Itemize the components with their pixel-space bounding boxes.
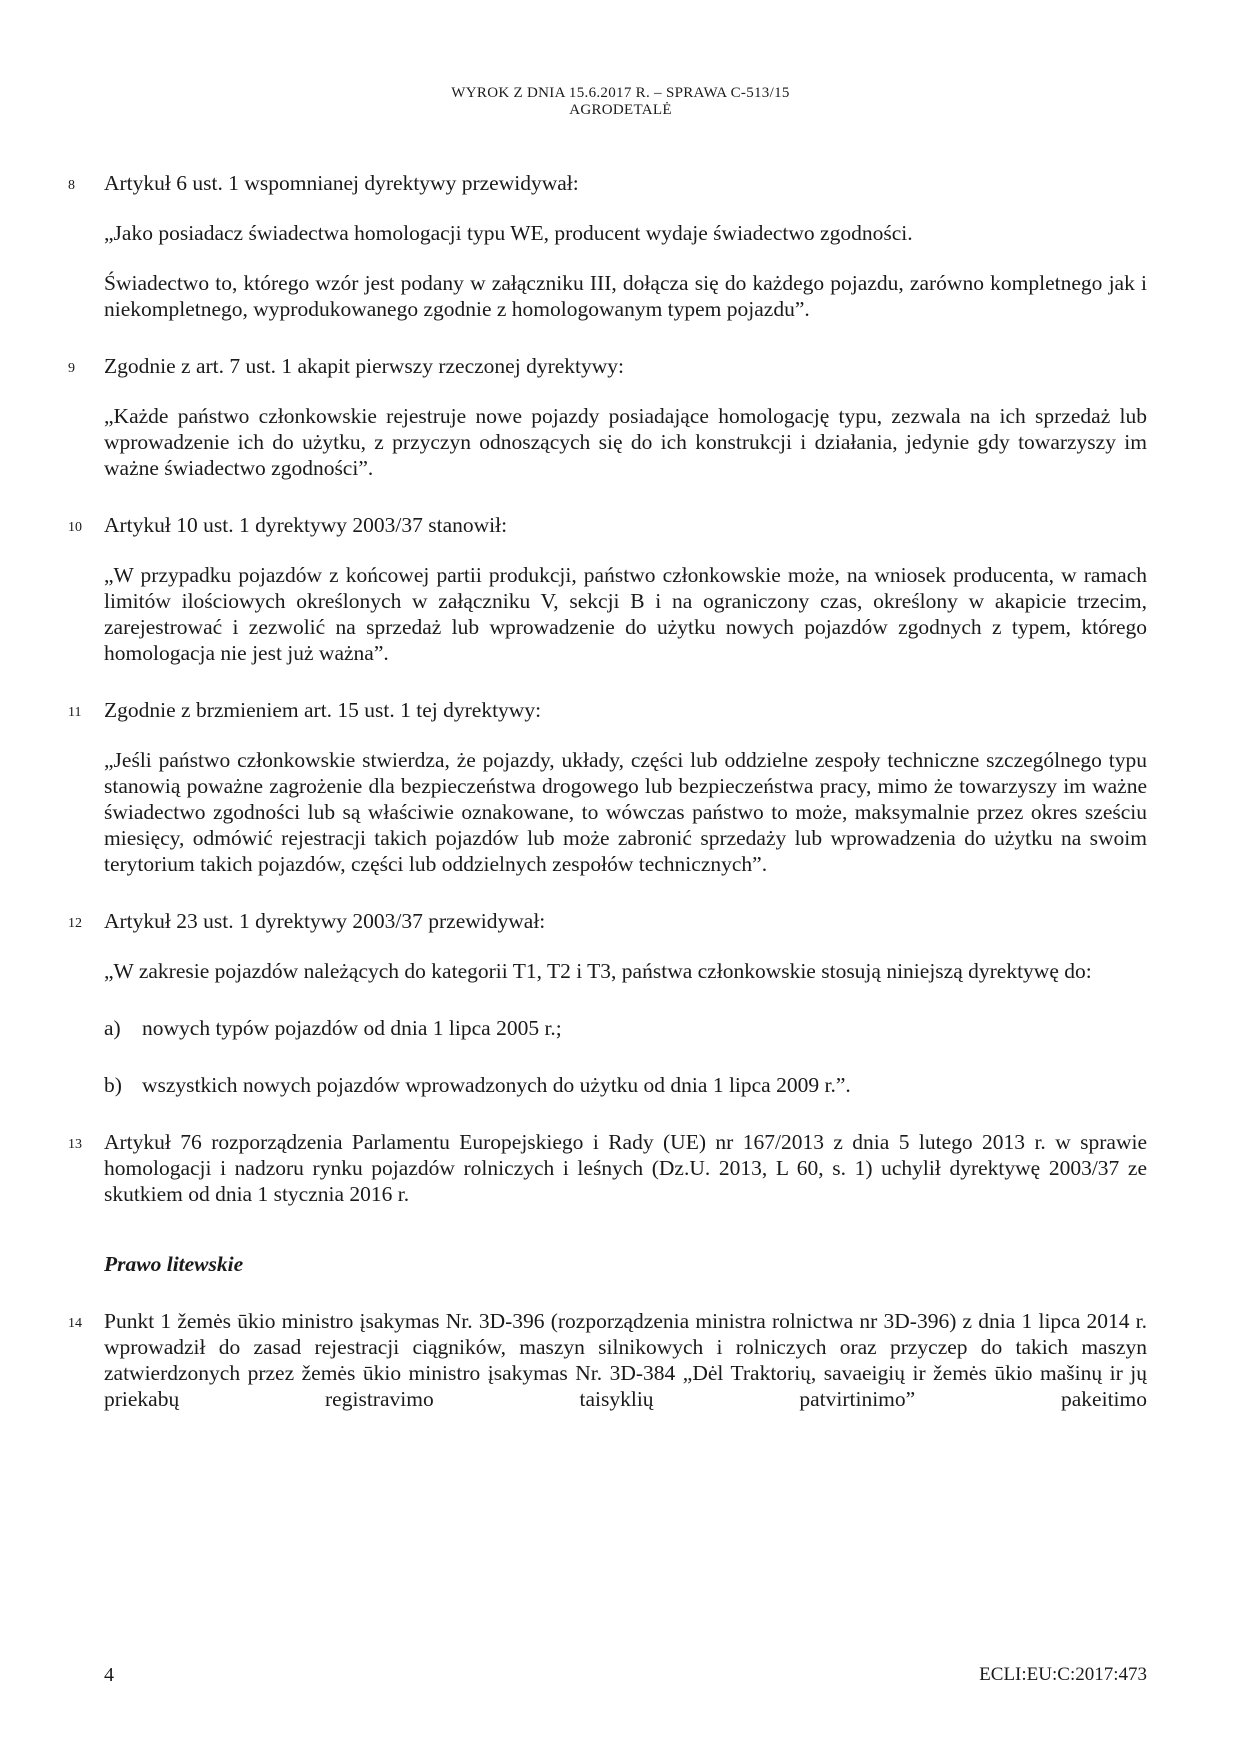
list-item-b bbox=[104, 1072, 1147, 1098]
paragraph-lead: Zgodnie z brzmieniem art. 15 ust. 1 tej dyrektywy: bbox=[104, 698, 542, 722]
list-item-text: wszystkich nowych pojazdów wprowadzonych do użytku od dnia 1 lipca 2009 r.”. bbox=[142, 1073, 851, 1097]
paragraph-12 bbox=[68, 908, 1147, 934]
list-item-label: a) bbox=[104, 1016, 121, 1040]
paragraph-number: 8 bbox=[68, 178, 75, 193]
section-heading: Prawo litewskie bbox=[104, 1252, 244, 1276]
header-case-line: WYROK Z DNIA 15.6.2017 R. – SPRAWA C-513/15 bbox=[451, 85, 790, 101]
ecli-identifier: ECLI:EU:C:2017:473 bbox=[979, 1664, 1147, 1685]
paragraph-number: 14 bbox=[68, 1316, 82, 1331]
paragraph-number: 13 bbox=[68, 1137, 82, 1152]
paragraph-lead: Artykuł 10 ust. 1 dyrektywy 2003/37 stanowił: bbox=[104, 513, 508, 537]
paragraph-number: 11 bbox=[68, 705, 82, 720]
quote-text: „Każde państwo członkowskie rejestruje nowe pojazdy posiadające homologację typu, zezwala na ich sprzedaż lub wprowadzenie ich do użytku, z przyczyn odnoszących się do ich konstrukcji i działania, jedynie gdy towarzyszy im ważne świadectwo zgodności”. bbox=[104, 404, 1147, 480]
list-item-a bbox=[104, 1015, 1147, 1041]
paragraph-9 bbox=[68, 353, 1147, 379]
page-number: 4 bbox=[104, 1664, 114, 1686]
paragraph-10 bbox=[68, 512, 1147, 538]
paragraph-text: Punkt 1 žemės ūkio ministro įsakymas Nr. 3D-396 (rozporządzenia ministra rolnictwa nr 3D-396) z dnia 1 lipca 2014 r. wprowadził do zasad rejestracji ciągników, maszyn silnikowych i rolniczych oraz przyczep do takich maszyn zatwierdzonych przez žemės ūkio ministro įsakymas Nr. 3D-384 „Dėl Traktorių, savaeigių ir žemės ūkio mašinų ir jų priekabų registravimo taisyklių patvirtinimo” pakeitimo bbox=[104, 1309, 1147, 1411]
paragraph-8 bbox=[68, 170, 1147, 196]
quote-text: „Jeśli państwo członkowskie stwierdza, że pojazdy, układy, części lub oddzielne zespoły techniczne szczególnego typu stanowią poważne zagrożenie dla bezpieczeństwa drogowego lub bezpieczeństwa pracy, mimo że towarzyszy im ważne świadectwo zgodności lub są właściwie oznakowane, to wówczas państwo to może, maksymalnie przez okres sześciu miesięcy, odmówić rejestracji takich pojazdów lub może zabronić sprzedaży lub wprowadzenia do użytku na swoim terytorium takich pojazdów, części lub oddzielnych zespołów technicznych”. bbox=[104, 748, 1147, 876]
paragraph-lead: Artykuł 6 ust. 1 wspomnianej dyrektywy przewidywał: bbox=[104, 171, 579, 195]
paragraph-number: 12 bbox=[68, 916, 82, 931]
quote-text: Świadectwo to, którego wzór jest podany w załączniku III, dołącza się do każdego pojazdu, zarówno kompletnego jak i niekompletnego, wyprodukowanego zgodnie z homologowanym typem pojazdu”. bbox=[104, 271, 1147, 321]
paragraph-number: 10 bbox=[68, 520, 82, 535]
list-item-label: b) bbox=[104, 1073, 122, 1097]
quote-text: „Jako posiadacz świadectwa homologacji typu WE, producent wydaje świadectwo zgodności. bbox=[104, 221, 913, 245]
paragraph-number: 9 bbox=[68, 361, 75, 376]
paragraph-text: Artykuł 76 rozporządzenia Parlamentu Europejskiego i Rady (UE) nr 167/2013 z dnia 5 lutego 2013 r. w sprawie homologacji i nadzoru rynku pojazdów rolniczych i leśnych (Dz.U. 2013, L 60, s. 1) uchylił dyrektywę 2003/37 ze skutkiem od dnia 1 stycznia 2016 r. bbox=[104, 1130, 1147, 1206]
paragraph-lead: Zgodnie z art. 7 ust. 1 akapit pierwszy rzeczonej dyrektywy: bbox=[104, 354, 624, 378]
document-body bbox=[68, 170, 1147, 1412]
quote-text: „W zakresie pojazdów należących do kategorii T1, T2 i T3, państwa członkowskie stosują niniejszą dyrektywę do: bbox=[104, 959, 1092, 983]
paragraph-11 bbox=[68, 697, 1147, 723]
paragraph-14 bbox=[68, 1308, 1147, 1412]
running-header bbox=[0, 85, 1241, 119]
header-party-line: AGRODETALĖ bbox=[569, 102, 672, 118]
paragraph-lead: Artykuł 23 ust. 1 dyrektywy 2003/37 przewidywał: bbox=[104, 909, 546, 933]
paragraph-13 bbox=[68, 1129, 1147, 1207]
list-item-text: nowych typów pojazdów od dnia 1 lipca 2005 r.; bbox=[142, 1016, 562, 1040]
quote-text: „W przypadku pojazdów z końcowej partii produkcji, państwo członkowskie może, na wniosek producenta, w ramach limitów ilościowych określonych w załączniku V, sekcji B i na ograniczony czas, określony w akapicie trzecim, zarejestrować i zezwolić na sprzedaż lub wprowadzenie do użytku nowych pojazdów zgodnych z typem, którego homologacja nie jest już ważna”. bbox=[104, 563, 1147, 665]
